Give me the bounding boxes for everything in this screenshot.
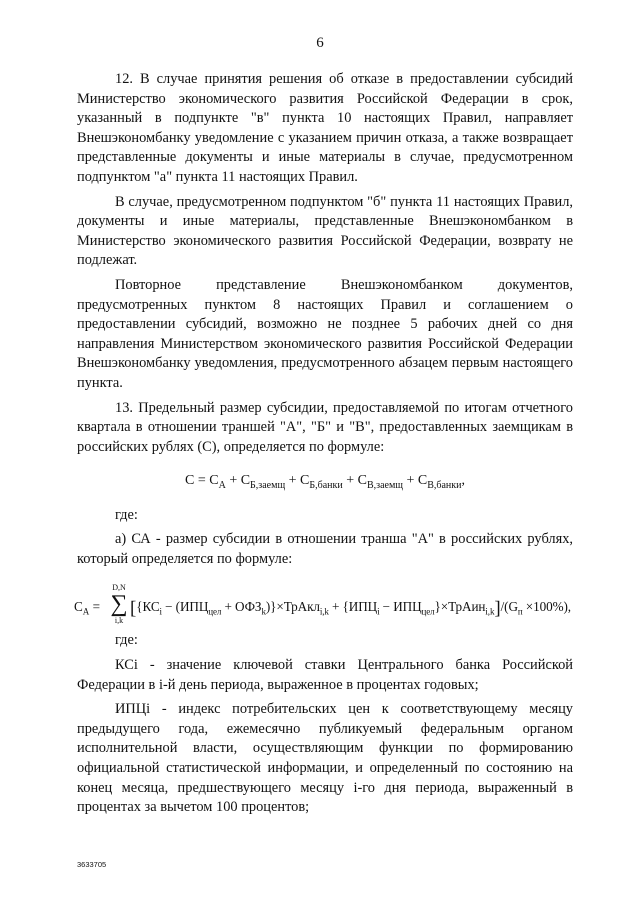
paragraph-ipc: ИПЦi - индекс потребительских цен к соответствующему месяцу предыдущего года, ежемесячно публикуемый федеральным органом исполнительной власти, осуществляющим функции по формированию официальной статистической информации, и определенный по состоянию на конец месяца, предшествующего месяцу i-го дня периода, выраженный в процентах за вычетом 100 процентов;: [77, 701, 573, 816]
page-number: 6: [316, 35, 324, 51]
paragraph-case-b: В случае, предусмотренном подпунктом "б" пункта 11 настоящих Правил, документы и иные материалы, представленные Внешэкономбанком в Министерство экономического развития Российской Федерации, возврату не подлежат.: [77, 193, 573, 269]
paragraph-resubmission: Повторное представление Внешэкономбанком документов, предусмотренных пунктом 8 настоящих Правил и соглашением о предоставлении субсидий, возможно не позднее 5 рабочих дней со дня направления Министерством экономического развития Российской Федерации Внешэкономбанку уведомления, предусмотренного абзацем первым настоящего пункта.: [77, 276, 573, 391]
paragraph-a: а) СА - размер субсидии в отношении транша "А" в российских рублях, который определяется по формуле:: [77, 531, 573, 567]
document-body: [74, 70, 573, 818]
document-id: 3633705: [77, 860, 107, 869]
where-label-1: где:: [115, 506, 138, 523]
sum-symbol: D,N ∑ i,k: [110, 583, 128, 626]
formula-tranche-a: $С_А$ = D,N ∑ i,k [{$КС_i - (ИПЦ_{цел}$ + $ОФЗ_k)\}\times ТрАкл_{i,k} + \{ИПЦ_i$ − $ИПЦ_{цел}\}\times ТрАин_{i,k}]/(G_п \times 100\%)$,: [74, 583, 572, 626]
paragraph-13: 13. Предельный размер субсидии, предоставляемой по итогам отчетного квартала в отношении траншей "А", "Б" и "В", предоставленных заемщикам в российских рублях (С), определяется по формуле:: [77, 399, 573, 455]
formula-subsidy-total: $С = С_А + С_{Б,заемщ} + С_{Б,банки} + С_{В,заемщ} + С_{В,банки}$,: [185, 473, 465, 492]
paragraph-12: 12. В случае принятия решения об отказе в предоставлении субсидий Министерство экономического развития Российской Федерации в срок, указанный в подпункте "в" пункта 10 настоящих Правил, направляет Внешэкономбанку уведомление с указанием причин отказа, а также возвращает представленные документы и иные материалы в случае, предусмотренном подпунктом "а" пункта 11 настоящих Правил.: [77, 71, 573, 185]
where-label-2: где:: [115, 632, 138, 649]
paragraph-ks: КСi - значение ключевой ставки Центрального банка Российской Федерации в i-й день периода, выраженное в процентах годовых;: [77, 657, 573, 693]
